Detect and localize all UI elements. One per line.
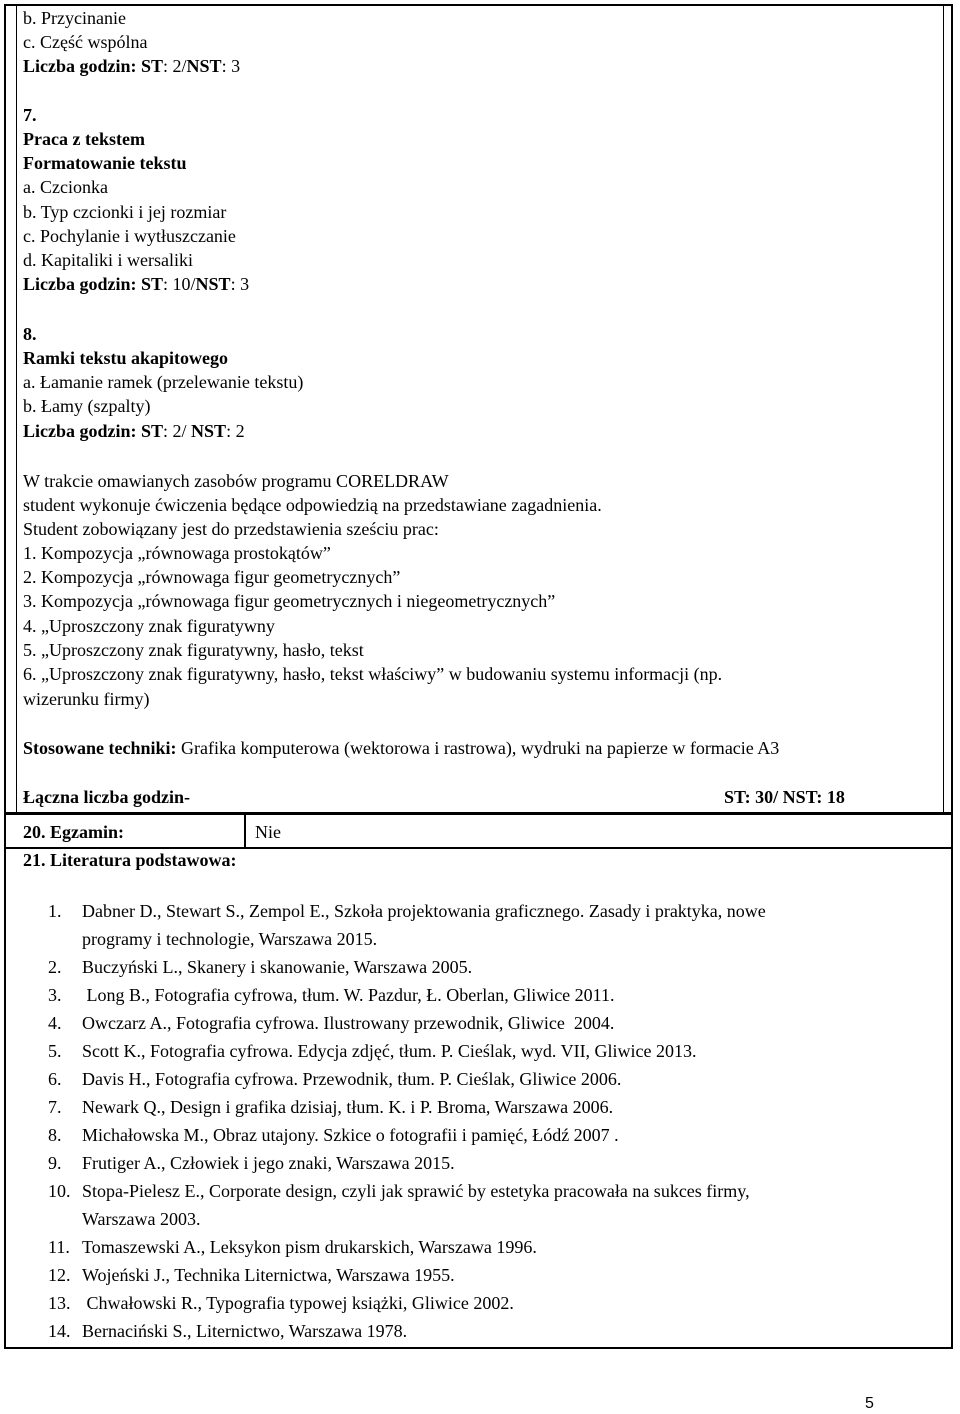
content-line (23, 664, 722, 685)
content-line-text: NST (186, 56, 222, 76)
literature-item-number: 12. (48, 1265, 71, 1285)
content-line-text: Ramki tekstu akapitowego (23, 348, 229, 368)
content-line (23, 421, 245, 442)
literature-item-text: Tomaszewski A., Leksykon pism drukarskich, Warszawa 1996. (82, 1237, 537, 1257)
content-line-text: 6. „Uproszczony znak figuratywny, hasło, tekst właściwy” w budowaniu systemu informacji (np. (23, 664, 723, 684)
literature-item-number: 10. (48, 1181, 71, 1201)
content-line-text: 5. „Uproszczony znak figuratywny, hasło, tekst (23, 640, 364, 660)
content-line-text: W trakcie omawianych zasobów programu CORELDRAW (23, 471, 449, 491)
content-line (23, 567, 400, 588)
content-line (23, 274, 249, 295)
literature-item-number: 2. (48, 957, 62, 977)
total-hours-label: Łączna liczba godzin- (23, 787, 190, 807)
content-line-text: c. Część wspólna (23, 32, 148, 52)
exam-value: Nie (255, 822, 281, 842)
content-line-text: 7. (23, 105, 37, 125)
content-line-text: c. Pochylanie i wytłuszczanie (23, 226, 236, 246)
literature-item-text: Buczyński L., Skanery i skanowanie, Warszawa 2005. (82, 957, 473, 977)
literature-item-number: 5. (48, 1041, 62, 1061)
literature-item-text: Frutiger A., Człowiek i jego znaki, Warszawa 2015. (82, 1153, 455, 1173)
table-border-top (4, 4, 953, 6)
content-line-text: Liczba godzin: ST (23, 56, 164, 76)
content-line-text: 1. Kompozycja „równowaga prostokątów” (23, 543, 331, 563)
literature-item-number: 11. (48, 1237, 70, 1257)
content-line (23, 372, 303, 393)
content-line (23, 495, 602, 516)
table-border-bottom (4, 1347, 953, 1349)
content-line-text: a. Łamanie ramek (przelewanie tekstu) (23, 372, 304, 392)
literature-item-text: Bernaciński S., Liternictwo, Warszawa 1978. (82, 1321, 408, 1341)
row-divider-content (4, 812, 953, 815)
content-line-text: : 2/ (163, 56, 187, 76)
content-line-text: : 3 (230, 274, 250, 294)
content-line-text: a. Czcionka (23, 177, 108, 197)
inner-cell-border-left (16, 4, 17, 814)
content-line-text: 3. Kompozycja „równowaga figur geometrycznych i niegeometrycznych” (23, 591, 556, 611)
literature-item-text: Davis H., Fotografia cyfrowa. Przewodnik, tłum. P. Cieślak, Gliwice 2006. (82, 1069, 622, 1089)
content-line-text: b. Typ czcionki i jej rozmiar (23, 202, 227, 222)
literature-item-number: 7. (48, 1097, 62, 1117)
content-line (23, 105, 37, 126)
literature-item-text: Long B., Fotografia cyfrowa, tłum. W. Pazdur, Ł. Oberlan, Gliwice 2011. (82, 985, 615, 1005)
content-line (23, 471, 449, 492)
content-line (23, 396, 150, 417)
literature-item-number: 3. (48, 985, 62, 1005)
content-line (23, 519, 439, 540)
content-line (23, 591, 555, 612)
content-line (23, 324, 37, 345)
content-line-text: b. Łamy (szpalty) (23, 396, 151, 416)
literature-item-text: Newark Q., Design i grafika dzisiaj, tłum. K. i P. Broma, Warszawa 2006. (82, 1097, 614, 1117)
content-line-text: student wykonuje ćwiczenia będące odpowiedzią na przedstawiane zagadnienia. (23, 495, 602, 515)
content-line (23, 153, 186, 174)
literature-item-text: Chwałowski R., Typografia typowej książki, Gliwice 2002. (82, 1293, 514, 1313)
inner-cell-border-right (943, 4, 944, 814)
content-line (23, 8, 126, 29)
literature-item-text: Stopa-Pielesz E., Corporate design, czyli jak sprawić by estetyka pracowała na sukces firmy, (82, 1181, 750, 1201)
content-line-text: wizerunku firmy) (23, 689, 150, 709)
literature-item-text: Warszawa 2003. (82, 1209, 201, 1229)
techniques-text: Grafika komputerowa (wektorowa i rastrowa), wydruki na papierze w formacie A3 (176, 738, 780, 758)
content-line (23, 250, 193, 271)
literature-heading: 21. Literatura podstawowa: (23, 850, 237, 870)
content-line (23, 640, 364, 661)
content-line (23, 689, 149, 710)
literature-item-number: 9. (48, 1153, 62, 1173)
content-line-text: Formatowanie tekstu (23, 153, 187, 173)
literature-item-text: Michałowska M., Obraz utajony. Szkice o fotografii i pamięć, Łódź 2007 . (82, 1125, 619, 1145)
content-line-text: d. Kapitaliki i wersaliki (23, 250, 193, 270)
table-border-right (951, 4, 953, 1349)
content-line-text: NST (191, 421, 227, 441)
techniques-label: Stosowane techniki: (23, 738, 177, 758)
content-line (23, 202, 226, 223)
exam-cell-divider (244, 813, 246, 848)
literature-item-text: programy i technologie, Warszawa 2015. (82, 929, 378, 949)
content-line-text: NST (195, 274, 231, 294)
content-line-text: : 10/ (163, 274, 196, 294)
literature-item-number: 4. (48, 1013, 62, 1033)
techniques-line (23, 738, 779, 759)
exam-label: 20. Egzamin: (23, 822, 124, 842)
content-line (23, 348, 228, 369)
content-line (23, 543, 331, 564)
content-line (23, 56, 240, 77)
content-line-text: 2. Kompozycja „równowaga figur geometrycznych” (23, 567, 401, 587)
literature-item-text: Dabner D., Stewart S., Zempol E., Szkoła projektowania graficznego. Zasady i praktyka, nowe (82, 901, 766, 921)
literature-item-number: 1. (48, 901, 62, 921)
content-line-text: 4. „Uproszczony znak figuratywny (23, 616, 275, 636)
literature-item-number: 8. (48, 1125, 62, 1145)
literature-item-text: Owczarz A., Fotografia cyfrowa. Ilustrowany przewodnik, Gliwice 2004. (82, 1013, 615, 1033)
literature-item-text: Wojeński J., Technika Liternictwa, Warszawa 1955. (82, 1265, 455, 1285)
content-line-text: : 2 (226, 421, 245, 441)
content-line-text: Student zobowiązany jest do przedstawienia sześciu prac: (23, 519, 439, 539)
literature-item-number: 13. (48, 1293, 71, 1313)
content-line-text: Liczba godzin: ST (23, 421, 164, 441)
content-line (23, 616, 275, 637)
content-line-text: : 2/ (163, 421, 192, 441)
table-border-left (4, 4, 6, 1349)
literature-item-number: 14. (48, 1321, 71, 1341)
content-line (23, 177, 108, 198)
content-line (23, 226, 236, 247)
row-divider-exam (4, 847, 953, 849)
page-number: 5 (865, 1395, 874, 1412)
total-hours-value: ST: 30/ NST: 18 (724, 787, 845, 807)
content-line-text: : 3 (221, 56, 241, 76)
content-line-text: 8. (23, 324, 37, 344)
content-line-text: b. Przycinanie (23, 8, 126, 28)
content-line-text: Liczba godzin: ST (23, 274, 164, 294)
literature-item-number: 6. (48, 1069, 62, 1089)
content-line (23, 32, 147, 53)
content-line (23, 129, 145, 150)
content-line-text: Praca z tekstem (23, 129, 145, 149)
literature-item-text: Scott K., Fotografia cyfrowa. Edycja zdjęć, tłum. P. Cieślak, wyd. VII, Gliwice 2013. (82, 1041, 697, 1061)
